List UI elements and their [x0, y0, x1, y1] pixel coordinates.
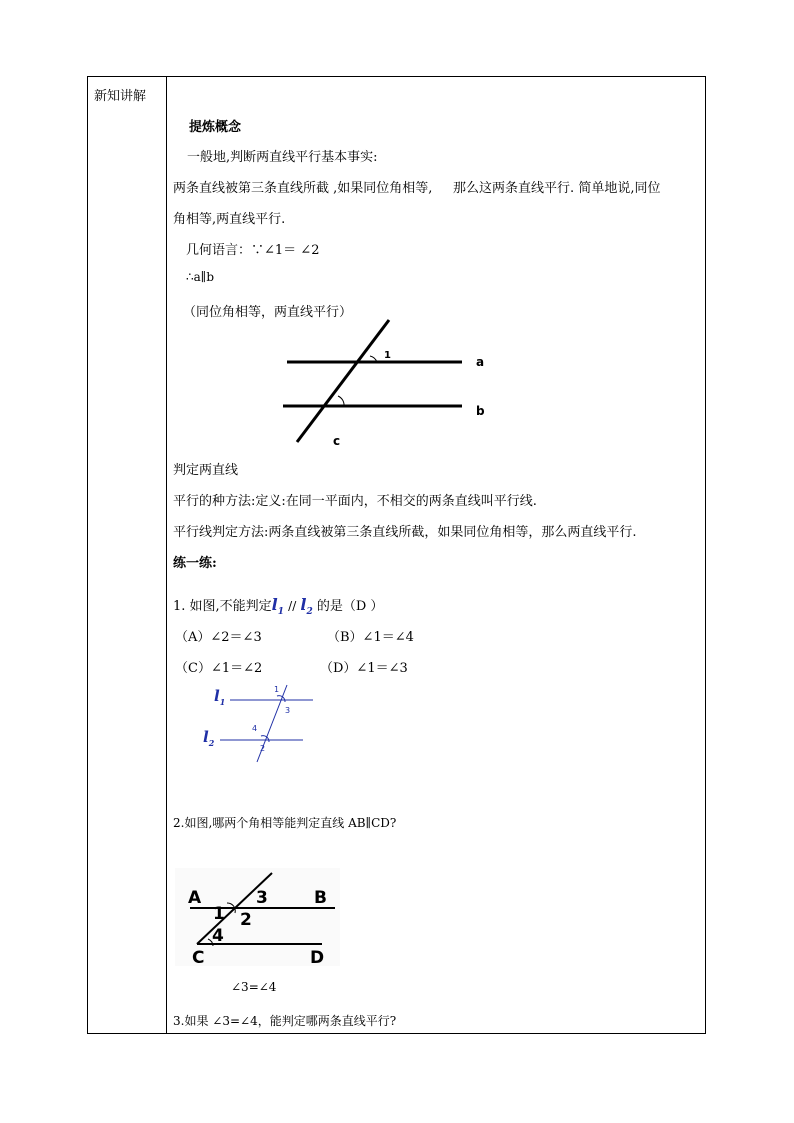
option-c: （C）∠1＝∠2 [175, 661, 263, 676]
fig2-label-l1: $l_1$ [214, 687, 226, 707]
geometric-language: 几何语言：∵∠1＝ ∠2 [186, 243, 320, 258]
fig1-label-c: c [333, 434, 341, 448]
line-c [297, 320, 389, 442]
fig2-label-l2: $l_2$ [203, 728, 215, 748]
fig3-label-a: A [188, 888, 202, 908]
fig1-label-1: 1 [384, 350, 391, 361]
q1-l2: $l_2$ [300, 595, 313, 618]
fig3-label-b: B [314, 888, 327, 908]
fact-line-2: 角相等,两直线平行. [173, 212, 286, 227]
section-header: 新知讲解 [94, 89, 147, 104]
option-d: （D）∠1＝∠3 [320, 661, 408, 676]
fact-line-1: 两条直线被第三条直线所截 ,如果同位角相等, 那么这两条直线平行. 简单地说,同位 [173, 181, 661, 196]
option-b: （B）∠1＝∠4 [327, 630, 414, 645]
fig3-num-1: 1 [213, 904, 225, 924]
method-definition: 平行的种方法:定义:在同一平面内，不相交的两条直线叫平行线. [173, 494, 537, 509]
q1-suffix: 的是（D ） [316, 599, 384, 614]
concept-intro: 一般地,判断两直线平行基本事实: [187, 150, 378, 165]
fig3-label-d: D [310, 948, 325, 968]
methods-heading: 判定两直线 [173, 463, 239, 478]
question-1 [173, 595, 383, 617]
question-2: 2.如图,哪两个角相等能判定直线 AB∥CD? [173, 816, 397, 830]
fig2-num-1: 1 [274, 685, 280, 694]
practice-title: 练一练: [173, 556, 217, 571]
method-theorem: 平行线判定方法:两条直线被第三条直线所截，如果同位角相等，那么两直线平行. [173, 525, 637, 540]
fig2-num-2: 2 [260, 744, 266, 753]
fig2-num-4: 4 [252, 724, 258, 733]
q1-l1: $l_1$ [271, 595, 285, 618]
q1-parallel-symbol: // [288, 599, 297, 613]
fig1-label-b: b [476, 404, 485, 418]
concept-title: 提炼概念 [189, 120, 242, 135]
fig3-num-3: 3 [256, 888, 268, 908]
fig1-label-a: a [476, 355, 485, 369]
parallel-lines-figure [270, 312, 500, 452]
reason-text: （同位角相等，两直线平行） [183, 305, 353, 320]
question-3: 3.如果 ∠3=∠4，能判定哪两条直线平行? [173, 1014, 397, 1028]
q2-answer: ∠3=∠4 [231, 980, 277, 994]
fig3-num-4: 4 [212, 926, 224, 946]
abcd-figure [175, 868, 340, 966]
q1-prefix: 1. 如图,不能判定 [173, 599, 272, 614]
option-a: （A）∠2＝∠3 [175, 630, 262, 645]
fig3-num-2: 2 [240, 910, 252, 930]
fig2-num-3: 3 [285, 706, 291, 715]
column-divider [166, 76, 167, 1034]
therefore-statement: ∴a∥b [186, 270, 215, 284]
fig3-label-c: C [192, 948, 205, 968]
